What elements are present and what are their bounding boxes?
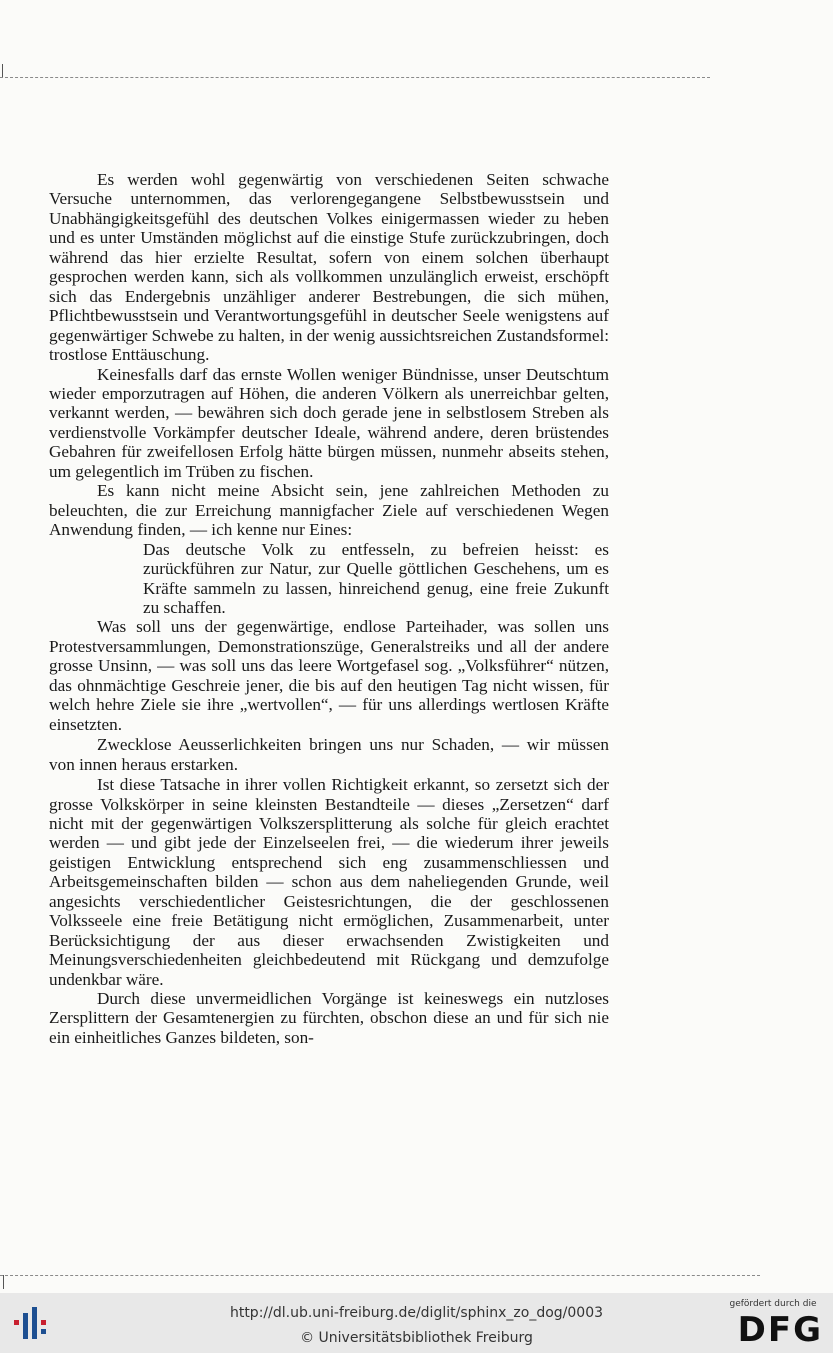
paragraph: Es werden wohl gegenwärtig von verschiedenen Seiten schwache Versuche unternommen, das verlorengegangene Selbstbewusstsein und Unabhängigkeitsgefühl des deutschen Volkes einigermassen wieder zu heben und es unter Umständen möglichst auf die einstige Stufe zurückzubringen, doch während das hier erzielte Resultat, sofern von einem solchen überhaupt gesprochen werden kann, sich als vollkommen unzulänglich erweist, erschöpft sich das Endergebnis unzähliger anderer Bestrebungen, die sich mühen, Pflichtbewusstsein und Verantwortungsgefühl in deutscher Seele wenigstens auf gegenwärtiger Schwebe zu halten, in der wenig aussichtsreichen Zustandsformel: trostlose Enttäuschung. <box>49 170 609 365</box>
bottom-dashed-rule <box>0 1275 760 1276</box>
permalink-link[interactable]: http://dl.ub.uni-freiburg.de/diglit/sphinx_zo_dog/0003 <box>229 1305 604 1321</box>
paragraph: Zwecklose Aeusserlichkeiten bringen uns nur Schaden, — wir müssen von innen heraus erstarken. <box>49 735 609 774</box>
paragraph: Keinesfalls darf das ernste Wollen weniger Bündnisse, unser Deutschtum wieder emporzutragen auf Höhen, die anderen Völkern als unerreichbar gelten, verkannt werden, — bewähren sich doch gerade jene in selbstlosem Streben als verdienstvolle Vorkämpfer deutscher Ideale, während andere, deren brüstendes Gebahren für zweifellosen Erfolg hätte bürgen müssen, nunmehr abseits stehen, um gelegentlich im Trüben zu fischen. <box>49 364 609 481</box>
paragraph: Es kann nicht meine Absicht sein, jene zahlreichen Methoden zu beleuchten, die zur Erreichung mannigfacher Ziele auf verschiedenen Wegen Anwendung finden, — ich kenne nur Eines: <box>49 481 609 540</box>
dfg-caption: gefördert durch die <box>729 1299 817 1309</box>
top-dashed-rule <box>0 77 710 78</box>
permalink[interactable] <box>0 1305 833 1321</box>
crop-mark <box>2 64 3 78</box>
indented-quote: Das deutsche Volk zu entfesseln, zu befreien heisst: es zurückführen zur Natur, zur Quelle göttlichen Geschehens, um es Kräfte sammeln zu lassen, hinreichend genug, eine freie Zukunft zu schaffen. <box>143 539 609 617</box>
paragraph: Was soll uns der gegenwärtige, endlose Parteihader, was sollen uns Protestversammlungen, Demonstrationszüge, Generalstreiks und all der andere grosse Unsinn, — was soll uns das leere Wortgefasel sog. „Volksführer“ nützen, das ohnmächtige Geschreie jener, die bis auf den heutigen Tag nicht wissen, für welch hehre Ziele sie ihre „wertvollen“, — für uns allerdings wertlosen Kräfte einsetzten. <box>49 617 609 734</box>
body-text <box>49 170 609 1047</box>
crop-mark <box>3 1275 4 1289</box>
footer-bar <box>0 1293 833 1353</box>
copyright-notice: © Universitätsbibliothek Freiburg <box>300 1330 533 1346</box>
dfg-logo: DFG <box>737 1310 823 1350</box>
paragraph: Ist diese Tatsache in ihrer vollen Richtigkeit erkannt, so zersetzt sich der grosse Volkskörper in seine kleinsten Bestandteile — dieses „Zersetzen“ darf nicht mit der gegenwärtigen Volkszersplitterung als solche für gleich erachtet werden — und gibt jede der Einzelseelen frei, — die wiederum ihrer jeweils geistigen Entwicklung entsprechend sich eng zusammenschliessen und Arbeitsgemeinschaften bilden — schon aus dem naheliegenden Grunde, weil angesichts verschiedentlicher Geistesrichtungen, die der geschlossenen Volksseele eine freie Betätigung nicht ermöglichen, Zusammenarbeit, unter Berücksichtigung der aus dieser erwachsenden Zwistigkeiten und Meinungsverschiedenheiten gleichbedeutend mit Rückgang und demzufolge undenkbar wäre. <box>49 775 609 989</box>
paragraph: Durch diese unvermeidlichen Vorgänge ist keineswegs ein nutzloses Zersplittern der Gesamtenergien zu fürchten, obschon diese an und für sich nie ein einheitliches Ganzes bildeten, son- <box>49 989 609 1047</box>
